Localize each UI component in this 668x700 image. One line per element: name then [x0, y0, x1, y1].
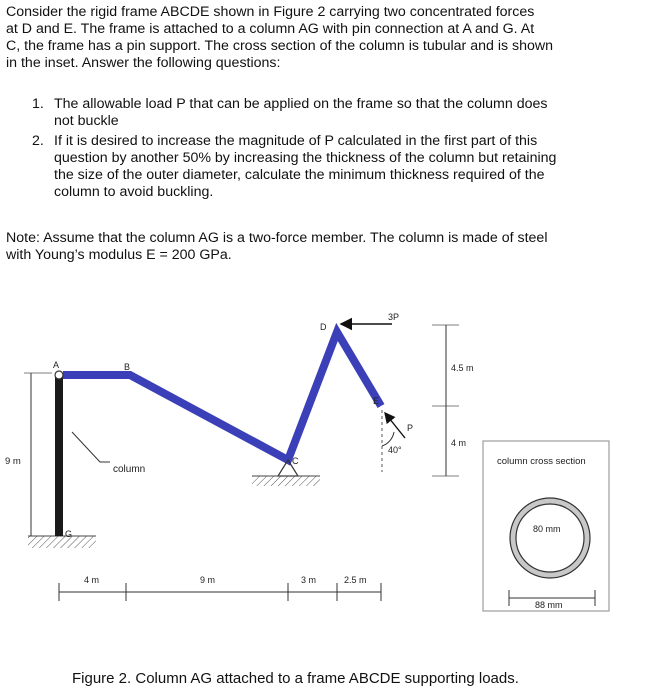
frame-figure [0, 300, 668, 660]
dim-span-2: 9 m [200, 575, 216, 585]
cross-section-title: column cross section [497, 456, 586, 467]
intro-line: Consider the rigid frame ABCDE shown in Figure 2 carrying two concentrated forces [6, 4, 535, 20]
note-line: with Young’s modulus E = 200 GPa. [6, 247, 232, 263]
ground-support-c [252, 476, 320, 486]
label-p: P [407, 423, 414, 433]
column-ag [55, 373, 63, 536]
problem-statement [6, 4, 646, 72]
question-line: question by another 50% by increasing the thickness of the column but retaining [54, 150, 557, 166]
label-c: C [292, 456, 299, 466]
tube-inner [516, 504, 584, 572]
intro-line: C, the frame has a pin support. The cross section of the column is tubular and is shown [6, 38, 554, 54]
label-d: D [320, 322, 327, 332]
label-b: B [124, 362, 131, 372]
dim-upper-right: 4.5 m [451, 363, 474, 373]
dim-lower-right: 4 m [451, 438, 467, 448]
intro-line: at D and E. The frame is attached to a column AG with pin connection at A and G. At [6, 21, 535, 37]
dim-height-col: 9 m [5, 456, 21, 467]
label-angle: 40° [388, 445, 402, 455]
frame-abcde [63, 332, 381, 460]
question-2 [32, 133, 632, 201]
question-line: If it is desired to increase the magnitude of P calculated in the first part of this [54, 133, 538, 149]
question-line: column to avoid buckling. [54, 184, 214, 200]
label-e: E [373, 396, 380, 406]
question-line: not buckle [54, 113, 119, 129]
force-p-arrow [385, 413, 405, 438]
note [6, 230, 646, 264]
label-3p: 3P [388, 312, 400, 322]
figure-caption: Figure 2. Column AG attached to a frame ABCDE supporting loads. [72, 670, 519, 687]
intro-line: in the inset. Answer the following questions: [6, 55, 281, 71]
pin-a [55, 371, 63, 379]
label-g: G [65, 529, 73, 539]
cross-section-outer: 88 mm [535, 600, 563, 610]
label-column: column [113, 464, 146, 475]
question-number: 1. [32, 96, 44, 112]
angle-arc [382, 432, 394, 446]
dim-span-1: 4 m [84, 575, 100, 585]
note-line: Note: Assume that the column AG is a two-force member. The column is made of steel [6, 230, 548, 246]
dim-span-3: 3 m [301, 575, 317, 585]
dim-span-4: 2.5 m [344, 575, 367, 585]
question-line: The allowable load P that can be applied on the frame so that the column does [54, 96, 548, 112]
column-leader-line [72, 432, 110, 462]
question-number: 2. [32, 133, 44, 149]
question-1 [32, 96, 632, 130]
question-list [32, 96, 632, 204]
ground-support-g [28, 536, 96, 548]
cross-section-inner: 80 mm [533, 524, 561, 534]
question-line: the size of the outer diameter, calculate the minimum thickness required of the [54, 167, 545, 183]
label-a: A [53, 360, 60, 370]
